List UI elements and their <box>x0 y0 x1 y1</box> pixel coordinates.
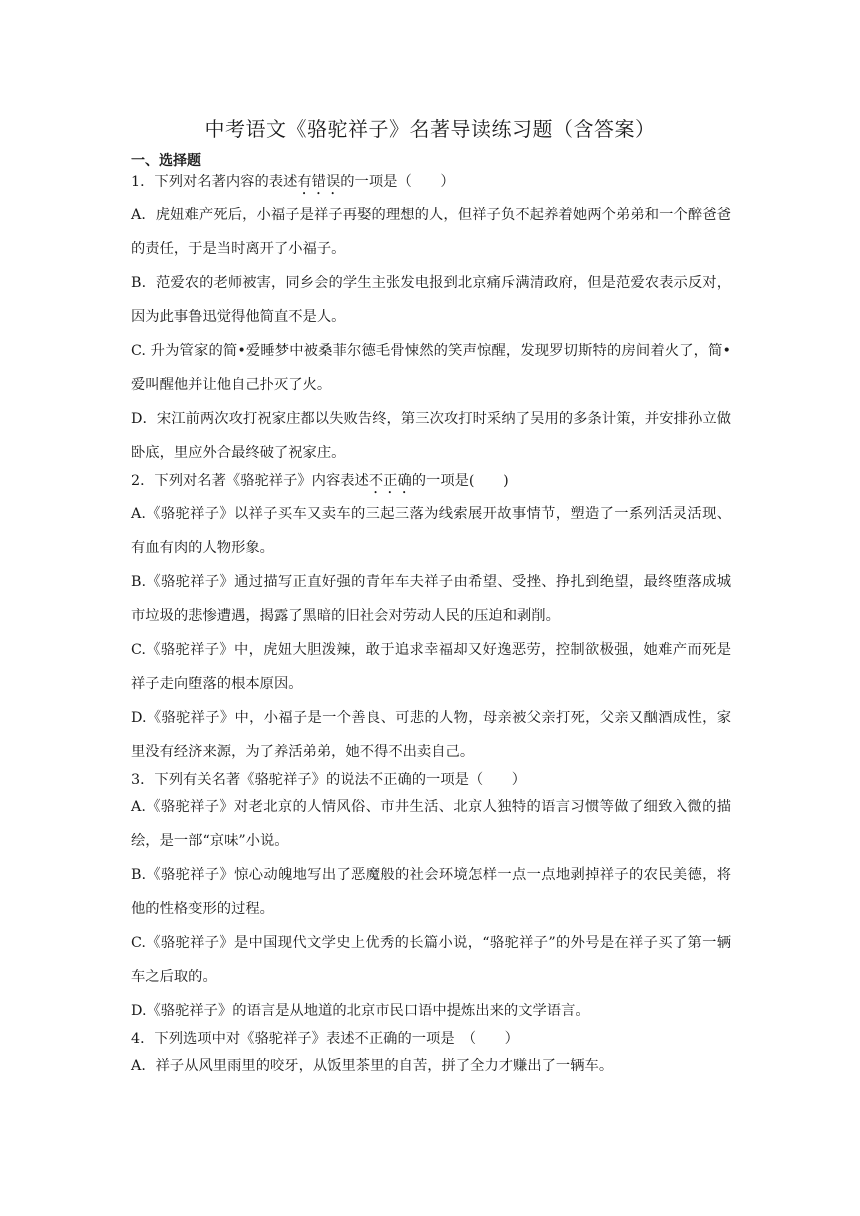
section-heading: 一、选择题 <box>131 153 201 169</box>
question-1-option-a: A．虎妞难产死后，小福子是祥子再娶的理想的人，但祥子负不起养着她两个弟弟和一个醉爸爸的责任，于是当时离开了小福子。 <box>131 207 731 257</box>
question-1-option-c: C. 升为管家的简•爱睡梦中被桑菲尔德毛骨悚然的笑声惊醒，发现罗切斯特的房间着火了，简•爱叫醒他并让他自己扑灭了火。 <box>131 343 731 393</box>
question-3-option-a: A.《骆驼祥子》对老北京的人情风俗、市井生活、北京人独特的语言习惯等做了细致入微的描绘，是一部“京味”小说。 <box>131 799 731 849</box>
question-stem-pre: 2．下列对名著《骆驼祥子》内容表述 <box>131 473 369 489</box>
question-stem-post: 的一项是（ ） <box>340 174 455 190</box>
question-stem-emphasis: 不正确 <box>368 473 412 489</box>
question-2-option-b: B.《骆驼祥子》通过描写正直好强的青年车夫祥子由希望、受挫、挣扎到绝望，最终堕落成城市垃圾的悲惨遭遇，揭露了黑暗的旧社会对劳动人民的压迫和剥削。 <box>131 574 731 624</box>
question-stem-emphasis: 有错误 <box>297 174 341 190</box>
question-3-stem: 3．下列有关名著《骆驼祥子》的说法不正确的一项是（ ） <box>131 772 527 788</box>
question-stem-pre: 1．下列对名著内容的表述 <box>131 174 298 190</box>
question-stem-post: 的一项是( ) <box>411 473 509 489</box>
question-1-stem <box>131 172 731 198</box>
document-title: 中考语文《骆驼祥子》名著导读练习题（含答案） <box>204 117 656 141</box>
question-2-option-d: D.《骆驼祥子》中，小福子是一个善良、可悲的人物，母亲被父亲打死，父亲又酗酒成性，家里没有经济来源，为了养活弟弟，她不得不出卖自己。 <box>131 710 731 760</box>
document-body <box>131 148 731 1083</box>
question-3-option-b: B.《骆驼祥子》惊心动魄地写出了恶魔般的社会环境怎样一点一点地剥掉祥子的农民美德，将他的性格变形的过程。 <box>131 867 731 917</box>
question-3-option-c: C.《骆驼祥子》是中国现代文学史上优秀的长篇小说，“骆驼祥子”的外号是在祥子买了第一辆车之后取的。 <box>131 935 731 985</box>
question-2-option-a: A.《骆驼祥子》以祥子买车又卖车的三起三落为线索展开故事情节，塑造了一系列活灵活现、有血有肉的人物形象。 <box>131 506 731 556</box>
question-4-option-a: A．祥子从风里雨里的咬牙，从饭里茶里的自苦，拼了全力才赚出了一辆车。 <box>131 1058 614 1074</box>
question-1-option-b: B．范爱农的老师被害，同乡会的学生主张发电报到北京痛斥满清政府，但是范爱农表示反对，因为此事鲁迅觉得他简直不是人。 <box>131 275 731 325</box>
question-2-stem <box>131 471 731 497</box>
question-3-option-d: D.《骆驼祥子》的语言是从地道的北京市民口语中提炼出来的文学语言。 <box>131 1003 590 1019</box>
question-4-stem: 4．下列选项中对《骆驼祥子》表述不正确的一项是 （ ） <box>131 1031 519 1047</box>
question-2-option-c: C.《骆驼祥子》中，虎妞大胆泼辣，敢于追求幸福却又好逸恶劳，控制欲极强，她难产而死是祥子走向堕落的根本原因。 <box>131 642 731 692</box>
question-1-option-d: D．宋江前两次攻打祝家庄都以失败告终，第三次攻打时采纳了吴用的多条计策，并安排孙立做卧底，里应外合最终破了祝家庄。 <box>131 411 731 461</box>
